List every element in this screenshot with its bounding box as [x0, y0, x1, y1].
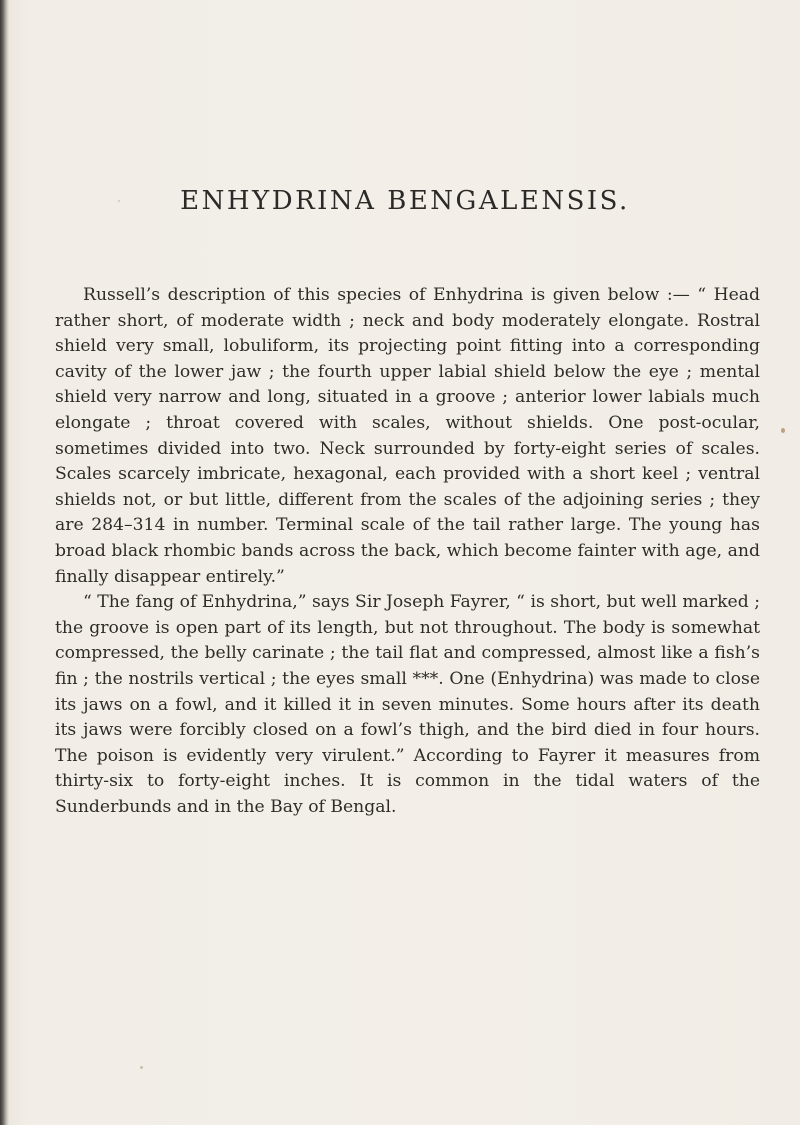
paper-speck	[140, 1066, 143, 1069]
paper-speck	[118, 200, 120, 202]
paragraph-description: Russell’s description of this species of Enhydrina is given below :— “ Head rather short, of moderate width ; neck and body moderately elongate. Rostral shield very small, lobuliform, its projecting point fitting into a corresponding cavity of the lower jaw ; the fourth upper labial shield below the eye ; mental shield very narrow and long, situated in a groove ; anterior lower labials much elongate ; throat covered with scales, without shields. One post-ocular, sometimes divided into two. Neck surrounded by forty-eight series of scales. Scales scarcely imbricate, hexagonal, each provided with a short keel ; ventral shields not, or but little, different from the scales of the adjoining series ; they are 284–314 in number. Terminal scale of the tail rather large. The young has broad black rhombic bands across the back, which become fainter with age, and finally disappear entirely.”	[55, 285, 760, 587]
binding-edge	[0, 0, 9, 1125]
body-text	[55, 283, 760, 820]
paper-speck	[781, 428, 785, 433]
page-title: ENHYDRINA BENGALENSIS.	[180, 186, 630, 216]
paragraph-fayrer: “ The fang of Enhydrina,” says Sir Joseph Fayrer, “ is short, but well marked ; the groove is open part of its length, but not throughout. The body is somewhat compressed, the belly carinate ; the tail flat and compressed, almost like a fish’s fin ; the nostrils vertical ; the eyes small ***. One (Enhydrina) was made to close its jaws on a fowl, and it killed it in seven minutes. Some hours after its death its jaws were forcibly closed on a fowl’s thigh, and the bird died in four hours. The poison is evidently very virulent.” According to Fayrer it measures from thirty-six to forty-eight inches. It is common in the tidal waters of the Sunderbunds and in the Bay of Bengal.	[55, 592, 760, 817]
